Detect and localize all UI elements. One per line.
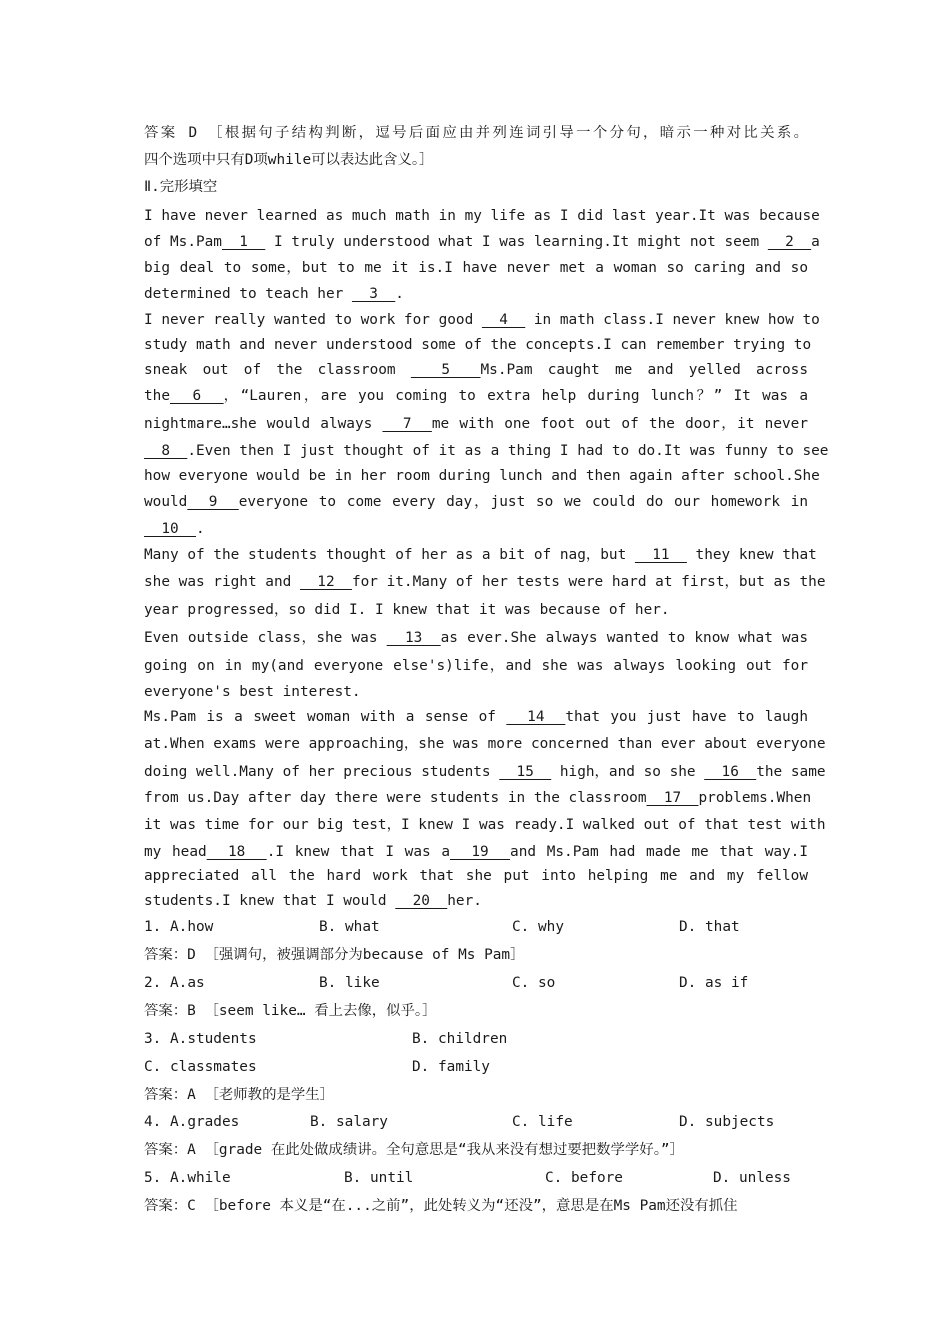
- text-line: it was time for our big test，I knew I was ready.I walked out of that test with: [144, 817, 826, 833]
- blank-13: 13: [386, 630, 441, 646]
- text-line: doing well.Many of her precious students 15 high，and so she 16 the same: [144, 764, 826, 780]
- option: 2. A.as: [144, 975, 205, 991]
- question-options: [144, 1168, 808, 1188]
- option: 4. A.grades: [144, 1114, 240, 1130]
- blank-9: 9: [187, 494, 239, 510]
- text-line: everyone's best interest.: [144, 684, 361, 700]
- option: C. life: [512, 1114, 573, 1130]
- option: B. what: [319, 919, 380, 935]
- text-line: Many of the students thought of her as a bit of nag，but 11 they knew that: [144, 547, 817, 563]
- text-line: 10 .: [144, 521, 205, 537]
- blank-11: 11: [634, 547, 687, 563]
- text-line: the 6 ，“Lauren，are you coming to extra help during lunch？” It was a: [144, 388, 808, 404]
- option: 1. A.how: [144, 919, 214, 935]
- question-options: [144, 973, 808, 993]
- option: D. as if: [679, 975, 749, 991]
- question-options: [144, 1057, 808, 1077]
- question-options: [144, 1112, 808, 1132]
- option: B. until: [344, 1170, 414, 1186]
- text-line: I have never learned as much math in my life as I did last year.It was because: [144, 208, 820, 224]
- blank-8: 8: [144, 443, 188, 459]
- text-line: students.I knew that I would 20 her.: [144, 893, 482, 909]
- text-line: would 9 everyone to come every day，just so we could do our homework in: [144, 494, 809, 510]
- option: D. subjects: [679, 1114, 775, 1130]
- blank-10: 10: [144, 521, 196, 537]
- blank-19: 19: [450, 844, 511, 860]
- answer-line: 答案：B ［seem like… 看上去像，似乎。］: [144, 1003, 437, 1019]
- option: C. before: [545, 1170, 623, 1186]
- text-line: year progressed，so did I. I knew that it was because of her.: [144, 602, 670, 618]
- blank-7: 7: [382, 416, 432, 432]
- blank-6: 6: [170, 388, 224, 404]
- option: D. that: [679, 919, 740, 935]
- blank-4: 4: [481, 312, 526, 328]
- blank-15: 15: [499, 764, 552, 780]
- text-line: my head 18 .I knew that I was a 19 and Ms.Pam had made me that way.I: [144, 844, 809, 860]
- option: B. children: [412, 1031, 508, 1047]
- question-options: [144, 917, 808, 937]
- option: C. why: [512, 919, 564, 935]
- text-line: going on in my(and everyone else's)life，and she was always looking out for: [144, 658, 808, 674]
- blank-2: 2: [767, 234, 812, 250]
- answer-line: 答案：C ［before 本义是“在...之前”，此处转义为“还没”，意思是在Ms Pam还没有抓住: [144, 1198, 738, 1214]
- blank-14: 14: [506, 709, 566, 725]
- text-line: 答案 D ［根据句子结构判断，逗号后面应由并列连词引导一个分句，暗示一种对比关系。: [144, 125, 808, 141]
- blank-16: 16: [704, 764, 757, 780]
- option: C. so: [512, 975, 556, 991]
- text-line: 四个选项中只有D项while可以表达此含义。］: [144, 152, 434, 168]
- text-line: from us.Day after day there were students in the classroom 17 problems.When: [144, 790, 812, 806]
- text-line: how everyone would be in her room during lunch and then again after school.She: [144, 468, 820, 484]
- question-options: [144, 1029, 808, 1049]
- blank-1: 1: [221, 234, 266, 250]
- text-line: I never really wanted to work for good 4 in math class.I never knew how to: [144, 312, 820, 328]
- text-line: Ms.Pam is a sweet woman with a sense of 14 that you just have to laugh: [144, 709, 809, 725]
- text-line: study math and never understood some of the concepts.I can remember trying to: [144, 337, 812, 353]
- text-line: of Ms.Pam 1 I truly understood what I was learning.It might not seem 2 a: [144, 234, 820, 250]
- text-line: nightmare…she would always 7 me with one foot out of the door，it never: [144, 416, 808, 432]
- blank-18: 18: [206, 844, 267, 860]
- blank-3: 3: [351, 286, 396, 302]
- text-line: big deal to some，but to me it is.I have never met a woman so caring and so: [144, 260, 808, 276]
- answer-line: 答案：A ［grade 在此处做成绩讲。全句意思是“我从来没有想过要把数学学好。”］: [144, 1142, 684, 1158]
- text-line: at.When exams were approaching，she was more concerned than ever about everyone: [144, 736, 826, 752]
- option: D. family: [412, 1059, 490, 1075]
- text-line: Even outside class，she was 13 as ever.She always wanted to know what was: [144, 630, 809, 646]
- option: C. classmates: [144, 1059, 257, 1075]
- blank-12: 12: [299, 574, 352, 590]
- option: B. like: [319, 975, 380, 991]
- blank-17: 17: [646, 790, 699, 806]
- text-line: Ⅱ.完形填空: [144, 179, 218, 195]
- answer-line: 答案：D ［强调句，被强调部分为because of Ms Pam］: [144, 947, 525, 963]
- answer-line: 答案：A ［老师教的是学生］: [144, 1087, 335, 1103]
- blank-5: 5: [410, 362, 481, 378]
- option: 3. A.students: [144, 1031, 257, 1047]
- option: D. unless: [713, 1170, 791, 1186]
- text-line: sneak out of the classroom 5 Ms.Pam caught me and yelled across: [144, 362, 808, 378]
- text-line: appreciated all the hard work that she put into helping me and my fellow: [144, 868, 808, 884]
- text-line: determined to teach her 3 .: [144, 286, 404, 302]
- blank-20: 20: [395, 893, 448, 909]
- option: B. salary: [310, 1114, 388, 1130]
- text-line: 8 .Even then I just thought of it as a thing I had to do.It was funny to see: [144, 443, 829, 459]
- text-line: she was right and 12 for it.Many of her tests were hard at first，but as the: [144, 574, 826, 590]
- option: 5. A.while: [144, 1170, 231, 1186]
